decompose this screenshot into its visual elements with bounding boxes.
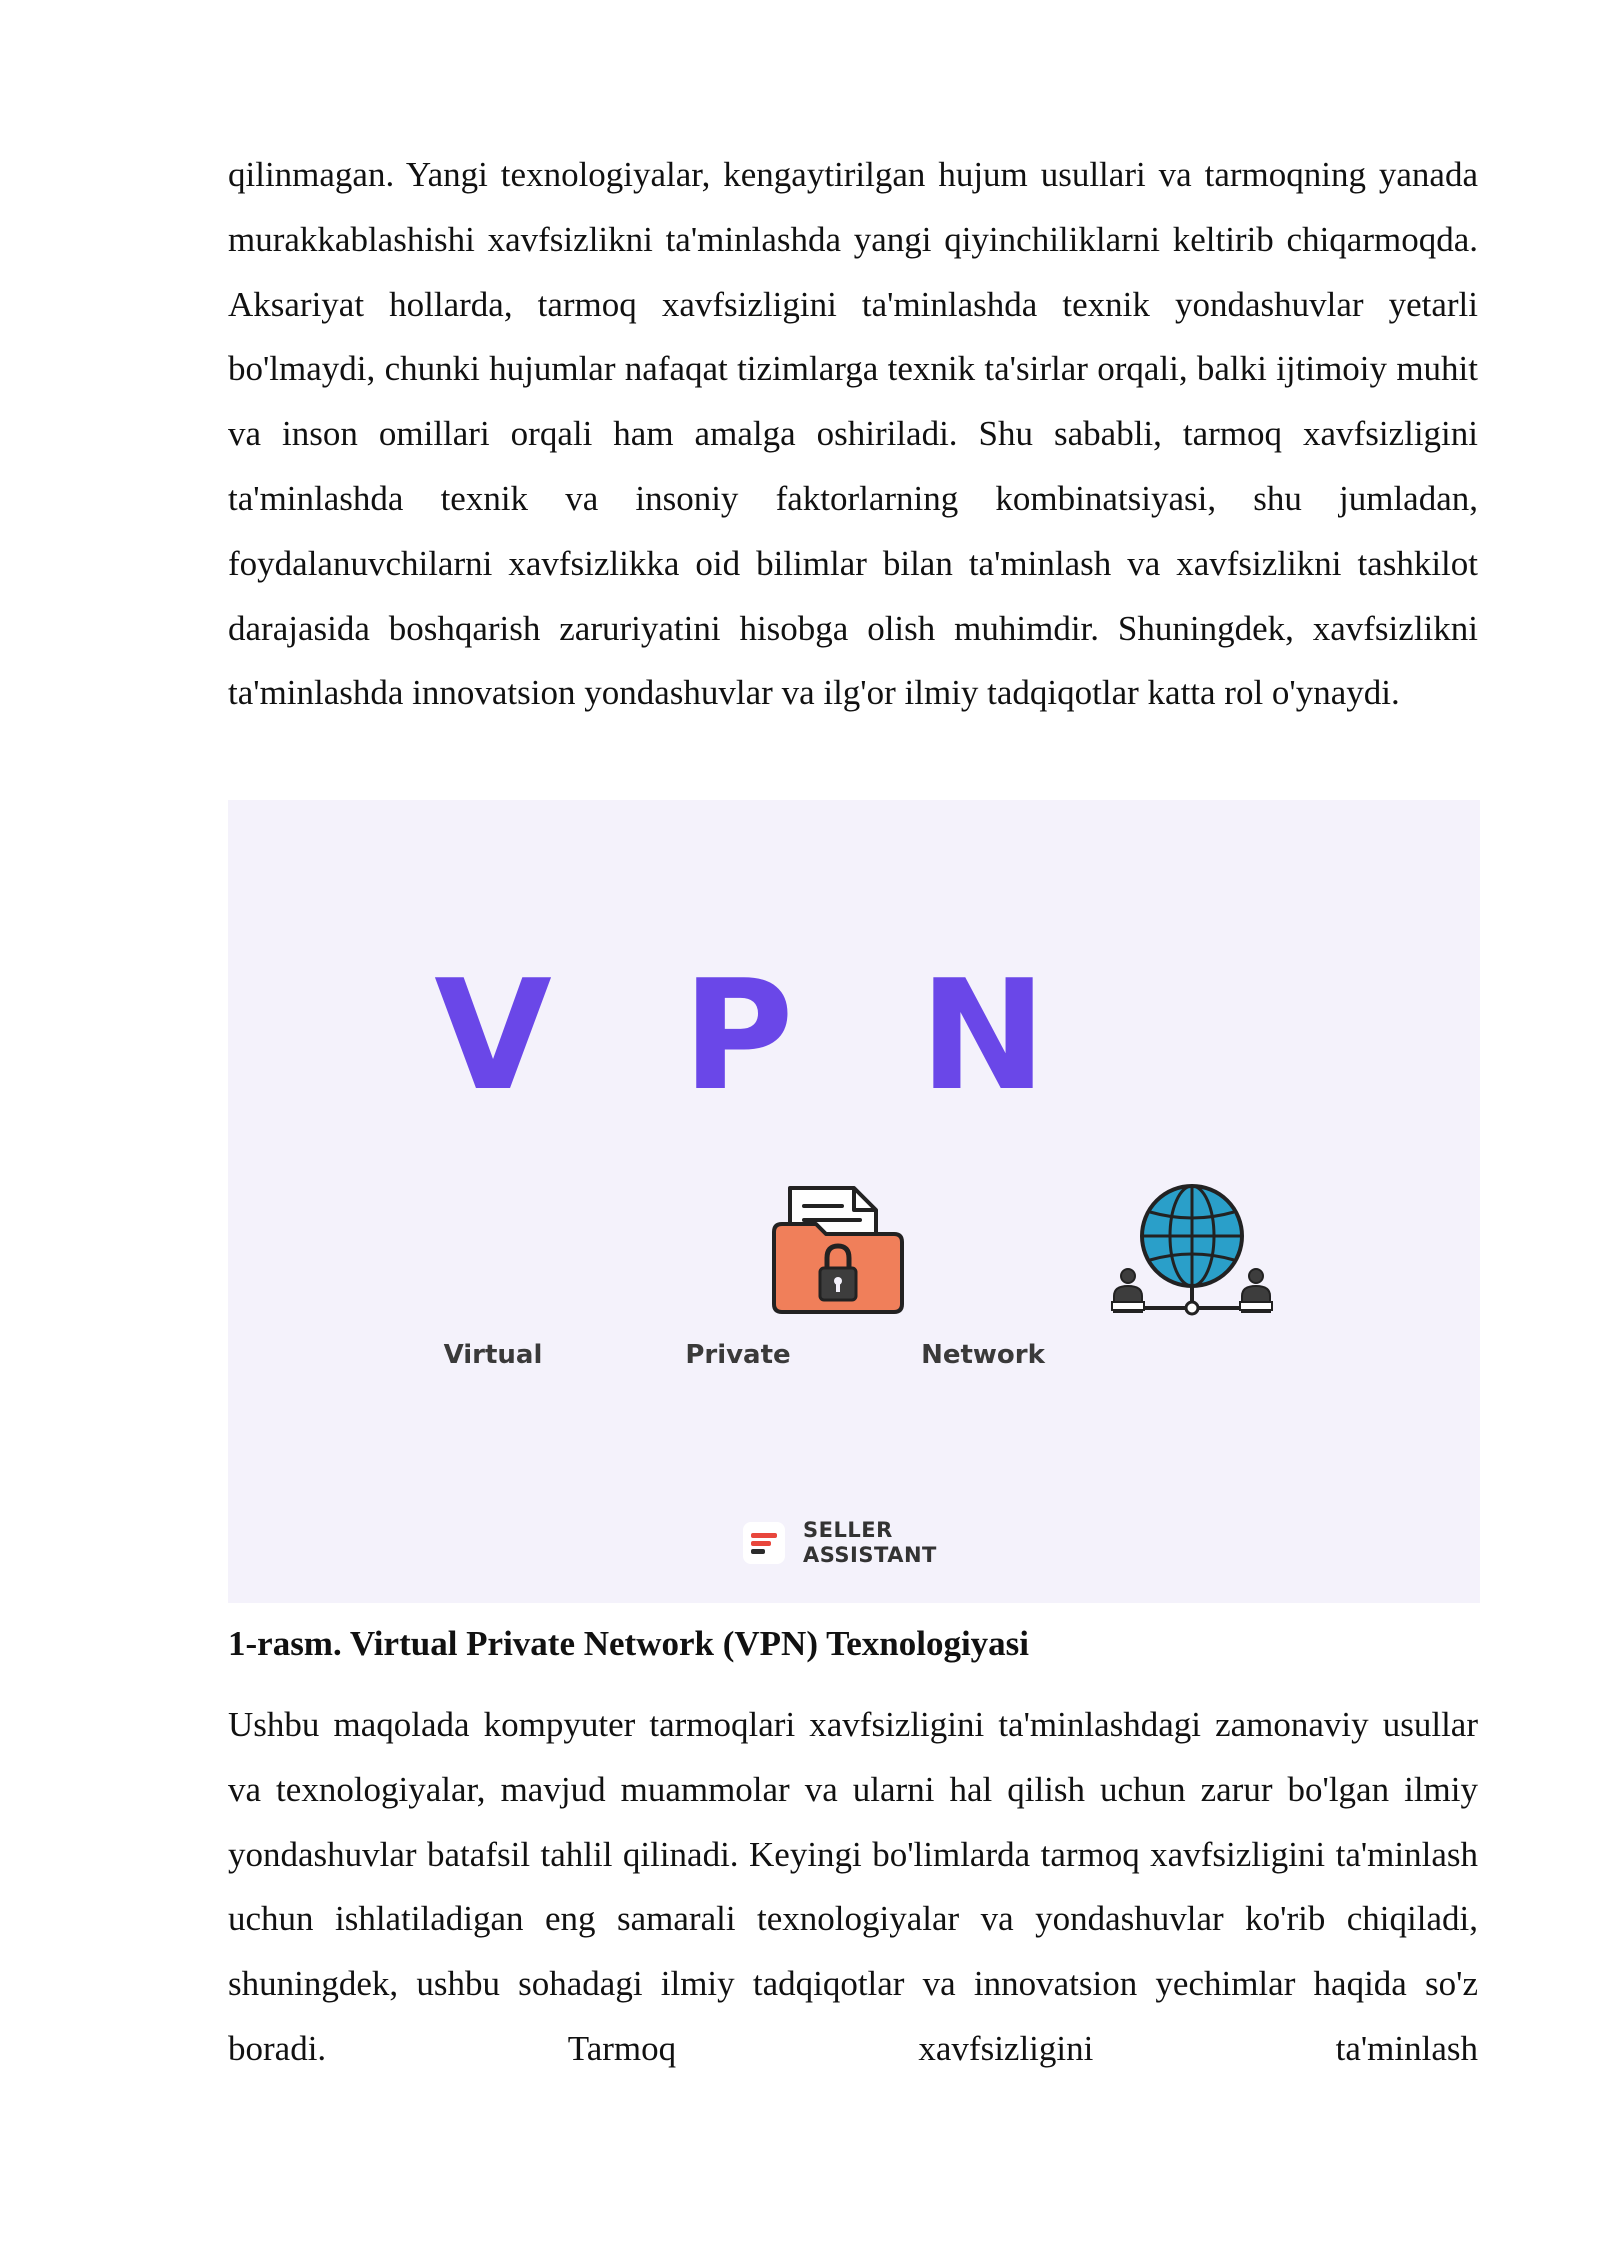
brand-line-2: ASSISTANT bbox=[803, 1543, 937, 1567]
figure-caption: 1-rasm. Virtual Private Network (VPN) Texnologiyasi bbox=[228, 1624, 1030, 1663]
brand-name bbox=[803, 1518, 937, 1568]
letter-n: N bbox=[919, 947, 1047, 1124]
label-private: Private bbox=[685, 1340, 791, 1370]
letter-p: P bbox=[682, 947, 794, 1124]
body-paragraph-1: qilinmagan. Yangi texnologiyalar, kengaytirilgan hujum usullari va tarmoqning yanada murakkablashishi xavfsizlikni ta'minlashda yangi qiyinchiliklarni keltirib chiqarmoqda. Aksariyat hollarda, tarmoq xavfsizligini ta'minlashda texnik yondashuvlar yetarli bo'lmaydi, chunki hujumlar nafaqat tizimlarga texnik ta'sirlar orqali, balki ijtimoiy muhit va inson omillari orqali ham amalga oshiriladi. Shu sababli, tarmoq xavfsizligini ta'minlashda texnik va insoniy faktorlarning kombinatsiyasi, shu jumladan, foydalanuvchilarni xavfsizlikka oid bilimlar bilan ta'minlash va xavfsizlikni tashkilot darajasida boshqarish zaruriyatini hisobga olish muhimdir. Shuningdek, xavfsizlikni ta'minlashda innovatsion yondashuvlar va ilg'or ilmiy tadqiqotlar katta rol o'ynaydi. bbox=[228, 155, 1478, 713]
label-network: Network bbox=[921, 1340, 1045, 1370]
brand-logo bbox=[743, 1518, 937, 1568]
letter-v: V bbox=[434, 947, 552, 1124]
body-paragraph-2: Ushbu maqolada kompyuter tarmoqlari xavfsizligini ta'minlashdagi zamonaviy usullar va texnologiyalar, mavjud muammolar va ularni hal qilish uchun zarur bo'lgan ilmiy yondashuvlar batafsil tahlil qilinadi. Keyingi bo'limlarda tarmoq xavfsizligini ta'minlash uchun ishlatiladigan eng samarali texnologiyalar va yondashuvlar ko'rib chiqiladi, shuningdek, ushbu sohadagi ilmiy tadqiqotlar va innovatsion yechimlar haqida so'z boradi. Tarmoq xavfsizligini ta'minlash bbox=[228, 1705, 1478, 2068]
globe-network-icon bbox=[1108, 1184, 1276, 1324]
seller-assistant-logo-icon bbox=[743, 1522, 785, 1564]
vpn-figure bbox=[228, 800, 1480, 1603]
label-virtual: Virtual bbox=[443, 1340, 543, 1370]
brand-line-1: SELLER bbox=[803, 1518, 893, 1542]
folder-lock-icon bbox=[768, 1180, 908, 1320]
